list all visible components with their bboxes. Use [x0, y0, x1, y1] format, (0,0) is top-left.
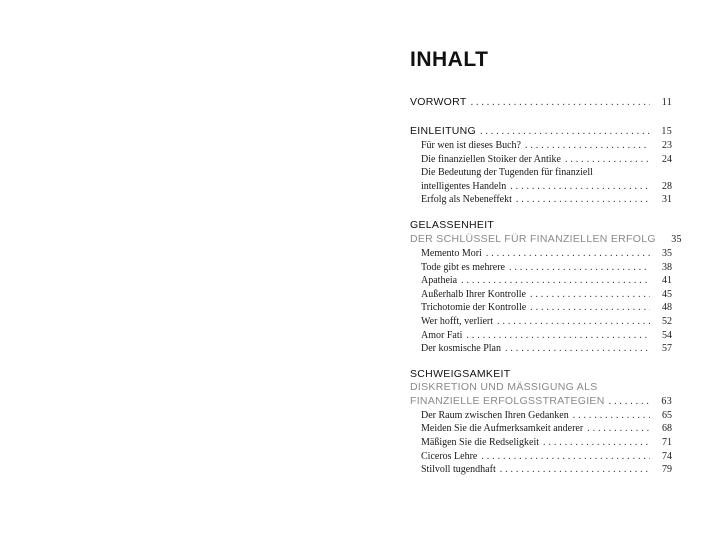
page-number: 68: [662, 423, 672, 435]
toc-section-label: SCHWEIGSAMKEIT: [410, 367, 511, 380]
leader-dots: [497, 315, 650, 329]
toc-section-subtitle[interactable]: [410, 394, 672, 409]
page-number: 23: [662, 140, 672, 151]
toc-entry[interactable]: [410, 193, 672, 207]
page-number: 28: [662, 180, 672, 192]
page-number: 52: [662, 315, 672, 327]
page-title: INHALT: [410, 48, 489, 71]
leader-dots: [530, 288, 650, 302]
page-number: 11: [661, 97, 672, 108]
toc-entry[interactable]: [410, 274, 672, 288]
table-of-contents: [410, 95, 682, 477]
toc-entry-label: Erfolg als Nebeneffekt: [421, 194, 512, 206]
toc-section-label: VORWORT: [410, 96, 467, 108]
toc-section-subtitle-label: DISKRETION UND MÄSSIGUNG ALS: [410, 380, 598, 393]
toc-entry[interactable]: [410, 139, 672, 153]
page-number: 41: [662, 275, 672, 287]
page-number: 45: [662, 288, 672, 300]
toc-section-vorwort[interactable]: [410, 95, 672, 110]
leader-dots: [510, 180, 650, 194]
toc-entry-label: Ciceros Lehre: [421, 450, 478, 462]
toc-entry[interactable]: [410, 301, 672, 315]
leader-dots: [486, 247, 650, 261]
page-number: 79: [662, 464, 672, 476]
leader-dots: [587, 422, 650, 436]
leader-dots: [471, 95, 650, 110]
toc-entry-label: Der Raum zwischen Ihren Gedanken: [421, 409, 569, 421]
page-number: 71: [662, 436, 672, 448]
leader-dots: [509, 261, 650, 275]
page-number: 35: [671, 233, 682, 245]
toc-entry[interactable]: [410, 436, 672, 450]
leader-dots: [505, 342, 650, 356]
toc-entry-label: Tode gibt es mehrere: [421, 261, 505, 273]
toc-entry[interactable]: [410, 166, 672, 180]
toc-section-schweigsamkeit[interactable]: [410, 368, 672, 381]
page-number: 38: [662, 261, 672, 273]
toc-section-subtitle[interactable]: [410, 381, 672, 394]
toc-entry[interactable]: [410, 315, 672, 329]
page-number: 65: [662, 409, 672, 421]
toc-entry-label: Der kosmische Plan: [421, 343, 501, 355]
toc-entry[interactable]: [410, 261, 672, 275]
toc-entry[interactable]: [410, 288, 672, 302]
leader-dots: [543, 436, 650, 450]
leader-dots: [480, 124, 650, 139]
toc-entry-label: Wer hofft, verliert: [421, 315, 494, 327]
toc-entry-label: Die Bedeutung der Tugenden für finanziell: [421, 167, 593, 179]
leader-dots: [461, 274, 650, 288]
page-number: 57: [662, 343, 672, 355]
toc-entry[interactable]: [410, 180, 672, 194]
leader-dots: [500, 463, 650, 477]
toc-entry-label: Apatheia: [421, 275, 458, 287]
toc-entry[interactable]: [410, 342, 672, 356]
leader-dots: [530, 301, 650, 315]
toc-entry[interactable]: [410, 450, 672, 464]
toc-entry-label: Meiden Sie die Aufmerksamkeit anderer: [421, 423, 584, 435]
toc-entry-label: Stilvoll tugendhaft: [421, 464, 496, 476]
leader-dots: [573, 409, 650, 423]
page-number: 24: [662, 153, 672, 165]
toc-section-label: EINLEITUNG: [410, 125, 477, 137]
toc-entry-label: Die finanziellen Stoiker der Antike: [421, 153, 561, 165]
leader-dots: [565, 153, 650, 167]
toc-section-subtitle-label: DER SCHLÜSSEL FÜR FINANZIELLEN ERFOLG: [410, 232, 656, 245]
page-number: 31: [662, 194, 672, 206]
toc-entry[interactable]: [410, 463, 672, 477]
leader-dots: [516, 193, 650, 207]
leader-dots: [525, 139, 650, 153]
page-number: 48: [662, 302, 672, 314]
page-number: 35: [662, 247, 672, 259]
toc-entry-label: Mäßigen Sie die Redseligkeit: [421, 436, 540, 448]
toc-entry-label: Trichotomie der Kontrolle: [421, 302, 527, 314]
toc-entry-label: Für wen ist dieses Buch?: [421, 140, 521, 151]
page-number: 74: [662, 450, 672, 462]
leader-dots: [466, 329, 650, 343]
page-number: 63: [661, 395, 672, 407]
toc-section-label: GELASSENHEIT: [410, 218, 495, 231]
toc-entry-label: Außerhalb Ihrer Kontrolle: [421, 288, 526, 300]
toc-entry[interactable]: [410, 153, 672, 167]
toc-section-einleitung[interactable]: [410, 124, 672, 139]
toc-entry-label: Memento Mori: [421, 247, 482, 259]
toc-entry[interactable]: [410, 409, 672, 423]
leader-dots: [481, 450, 650, 464]
toc-section-gelassenheit[interactable]: [410, 219, 672, 232]
toc-entry[interactable]: [410, 422, 672, 436]
leader-dots: [609, 394, 650, 409]
toc-entry[interactable]: [410, 329, 672, 343]
toc-entry[interactable]: [410, 247, 672, 261]
page-number: 15: [661, 126, 672, 137]
toc-section-subtitle[interactable]: [410, 232, 682, 247]
toc-entry-label: Amor Fati: [421, 329, 463, 341]
page-number: 54: [662, 329, 672, 341]
toc-entry-label: intelligentes Handeln: [421, 180, 507, 192]
toc-section-subtitle-label: FINANZIELLE ERFOLGSSTRATEGIEN: [410, 394, 605, 407]
